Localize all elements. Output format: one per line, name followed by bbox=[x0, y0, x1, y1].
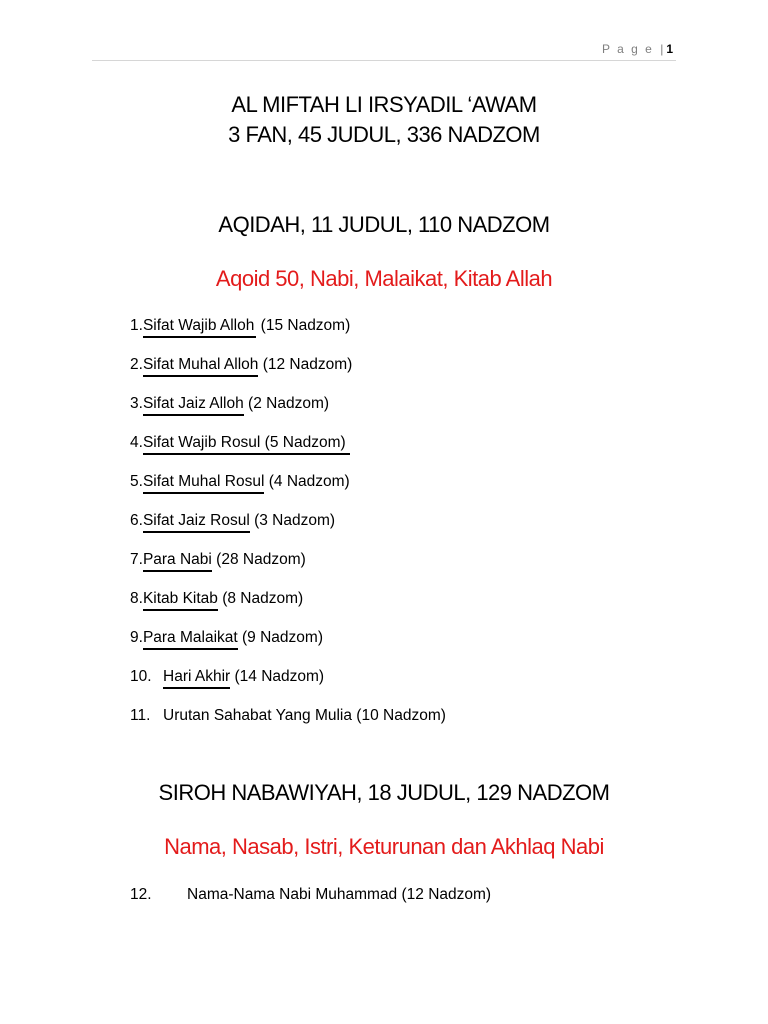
list-item bbox=[130, 395, 329, 416]
item-number: 6. bbox=[130, 512, 143, 529]
item-title: Kitab Kitab bbox=[143, 590, 218, 611]
item-count: (15 Nadzom) bbox=[256, 317, 351, 334]
item-count: (3 Nadzom) bbox=[249, 512, 336, 529]
page-separator: | bbox=[660, 42, 666, 56]
item-number: 7. bbox=[130, 551, 143, 568]
item-number: 1. bbox=[130, 317, 143, 334]
item-number: 8. bbox=[130, 590, 143, 607]
aqidah-heading: AQIDAH, 11 JUDUL, 110 NADZOM bbox=[218, 212, 550, 237]
item-title: Para Nabi bbox=[143, 551, 212, 572]
aqidah-subheading: Aqoid 50, Nabi, Malaikat, Kitab Allah bbox=[215, 266, 553, 291]
doc-title-line2: 3 FAN, 45 JUDUL, 336 NADZOM bbox=[228, 122, 540, 147]
item-title: Sifat Jaiz Rosul bbox=[143, 512, 250, 533]
item-title: Urutan Sahabat Yang Mulia (10 Nadzom) bbox=[163, 707, 446, 724]
item-title: Sifat Muhal Rosul bbox=[143, 473, 264, 494]
list-item bbox=[130, 590, 303, 611]
header-rule bbox=[92, 60, 676, 61]
list-item bbox=[130, 668, 324, 689]
item-number: 11. bbox=[130, 707, 151, 724]
item-count: (8 Nadzom) bbox=[217, 590, 304, 607]
item-number: 2. bbox=[130, 356, 143, 373]
list-item bbox=[130, 629, 323, 650]
item-number: 4. bbox=[130, 434, 143, 451]
doc-title-line1: AL MIFTAH LI IRSYADIL ‘AWAM bbox=[231, 92, 537, 117]
item-title: Nama-Nama Nabi Muhammad (12 Nadzom) bbox=[187, 886, 492, 903]
list-item bbox=[130, 473, 350, 494]
item-count: (28 Nadzom) bbox=[211, 551, 306, 568]
list-item bbox=[130, 356, 352, 377]
item-number: 3. bbox=[130, 395, 143, 412]
item-title: Sifat Wajib Alloh bbox=[143, 317, 256, 338]
item-title: Hari Akhir bbox=[163, 668, 230, 689]
list-item bbox=[130, 434, 350, 455]
page-header bbox=[602, 42, 673, 56]
list-item bbox=[130, 707, 446, 725]
list-item bbox=[130, 886, 491, 904]
item-count: (14 Nadzom) bbox=[230, 668, 325, 685]
siroh-heading: SIROH NABAWIYAH, 18 JUDUL, 129 NADZOM bbox=[158, 780, 610, 805]
list-item bbox=[130, 551, 306, 572]
item-title: Sifat Wajib Rosul (5 Nadzom) bbox=[143, 434, 350, 455]
item-count: (12 Nadzom) bbox=[258, 356, 353, 373]
item-number: 10. bbox=[130, 668, 152, 685]
item-count: (9 Nadzom) bbox=[237, 629, 323, 646]
item-title: Sifat Muhal Alloh bbox=[143, 356, 258, 377]
item-title: Para Malaikat bbox=[143, 629, 238, 650]
page-label: P a g e bbox=[602, 42, 654, 56]
page-number: 1 bbox=[666, 42, 673, 56]
item-number: 5. bbox=[130, 473, 143, 490]
list-item bbox=[130, 512, 335, 533]
item-title: Sifat Jaiz Alloh bbox=[143, 395, 244, 416]
siroh-subheading: Nama, Nasab, Istri, Keturunan dan Akhlaq Nabi bbox=[164, 834, 604, 859]
item-count: (4 Nadzom) bbox=[264, 473, 350, 490]
list-item bbox=[130, 317, 350, 338]
item-count: (2 Nadzom) bbox=[243, 395, 330, 412]
item-number: 12. bbox=[130, 886, 152, 903]
item-number: 9. bbox=[130, 629, 143, 646]
